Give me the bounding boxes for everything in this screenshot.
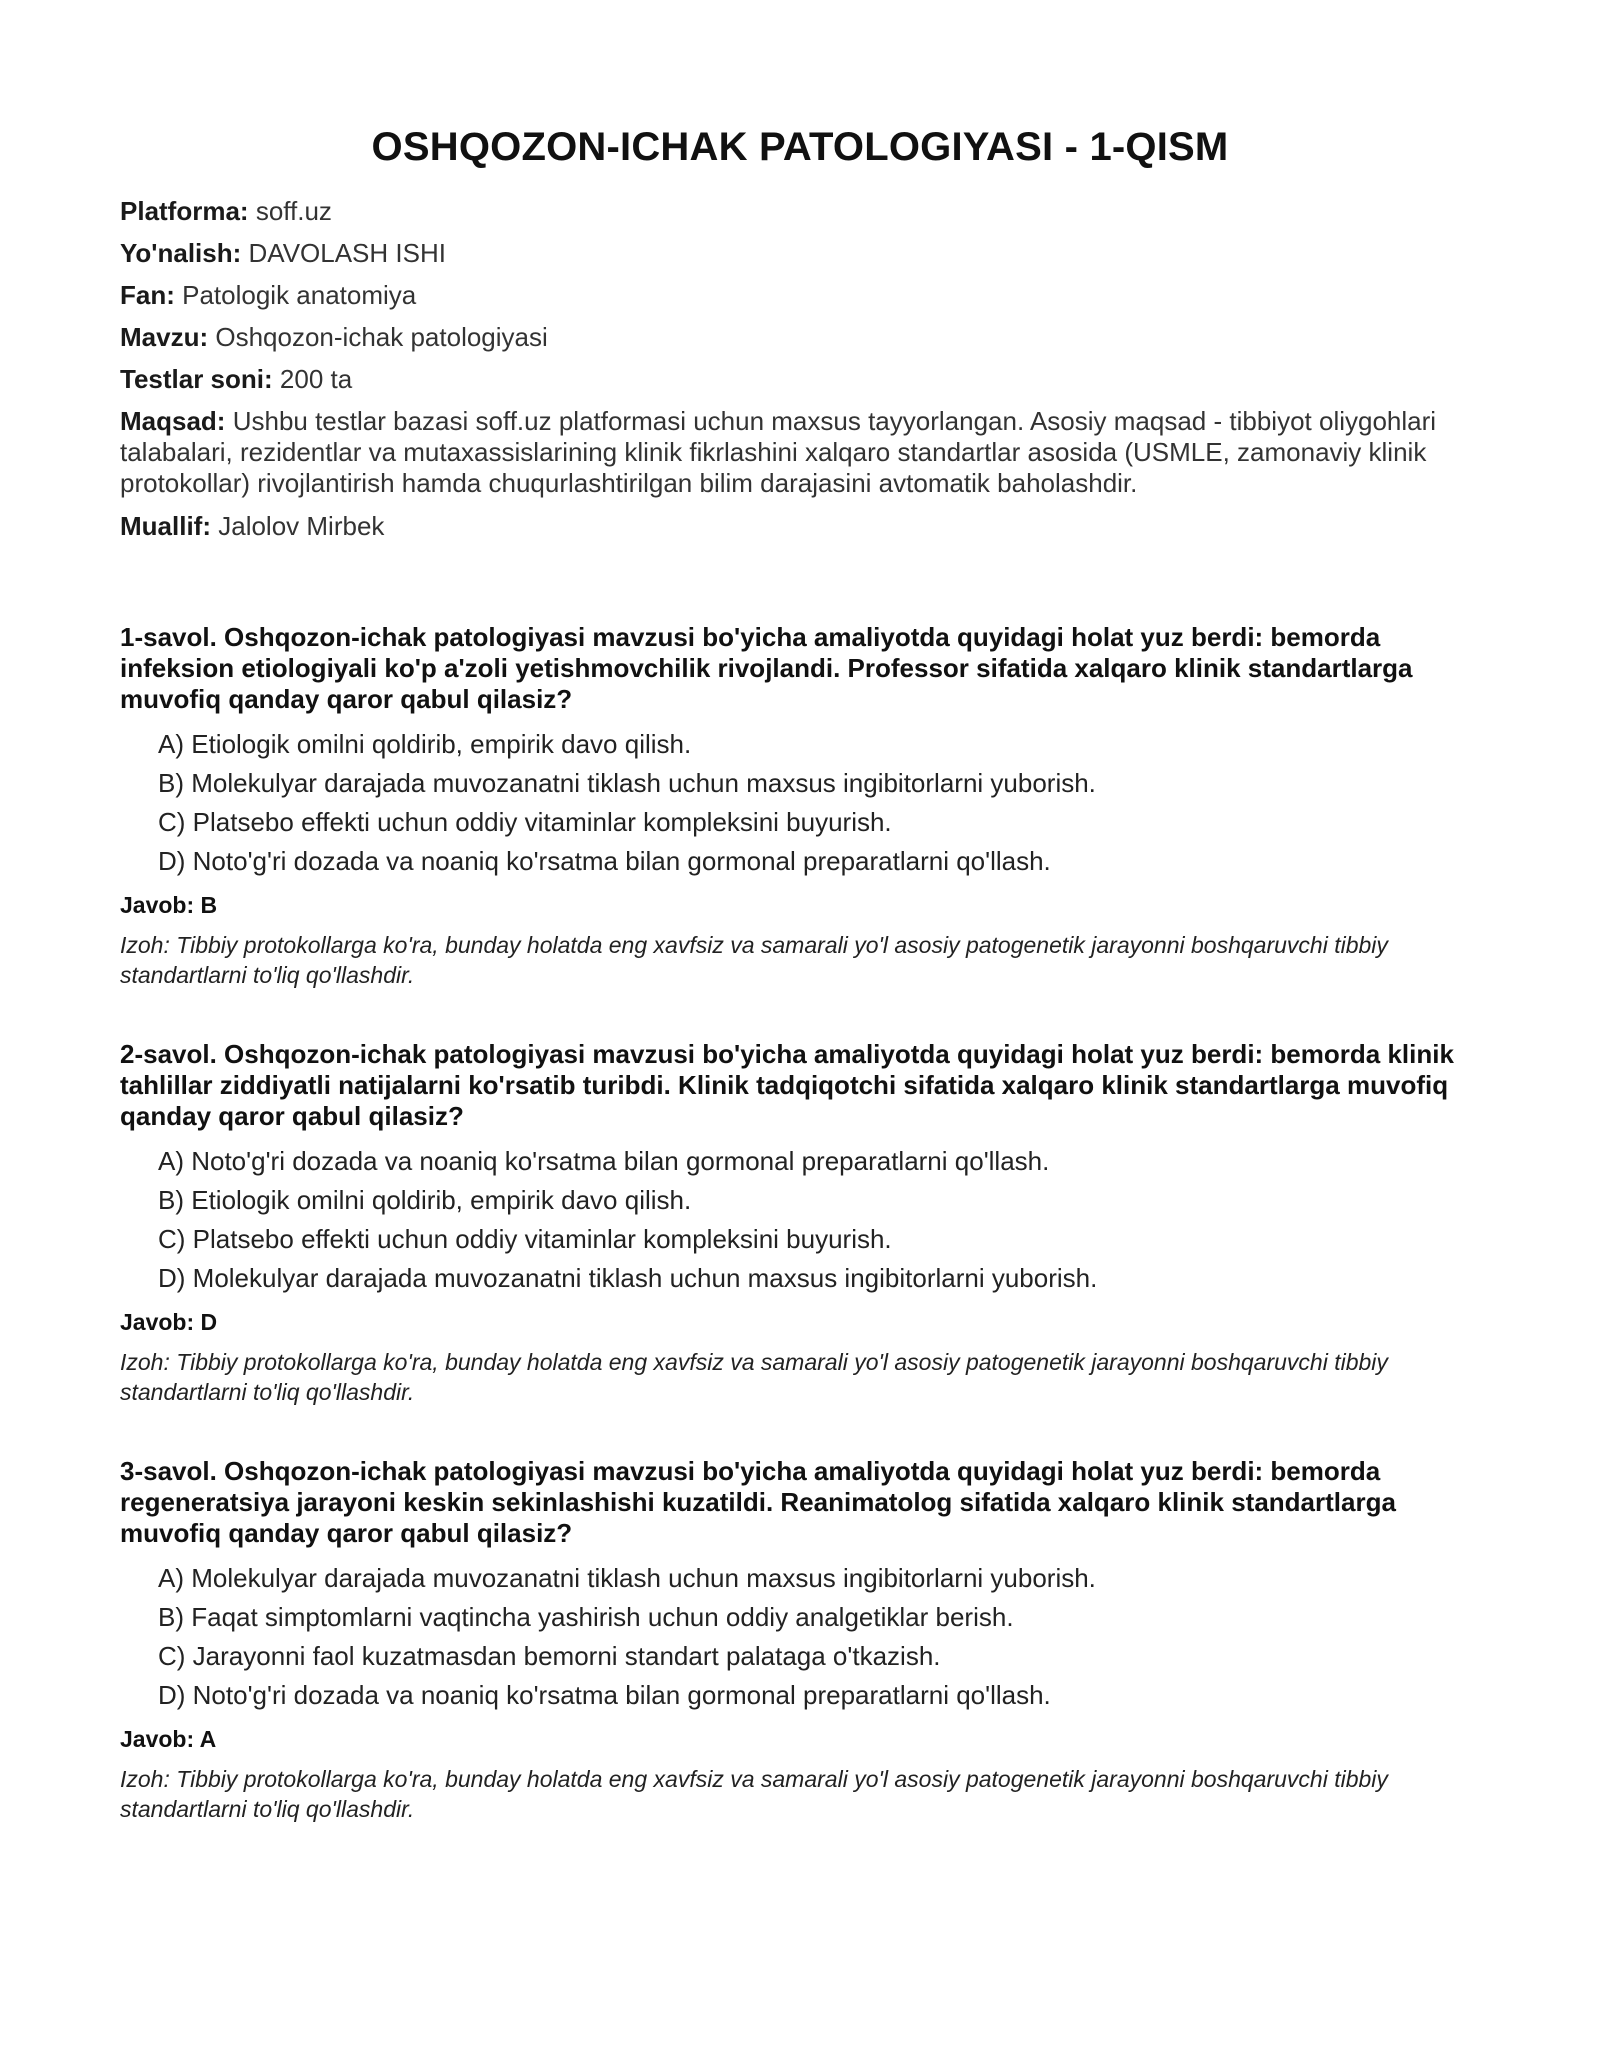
explanation-text: Izoh: Tibbiy protokollarga ko'ra, bunday holatda eng xavfsiz va samarali yo'l asosiy patogenetik jarayonni boshqaruvchi tibbiy standartlarni to'liq qo'llashdir. xyxy=(120,1766,1388,1822)
meta-value: Oshqozon-ichak patologiyasi xyxy=(215,322,548,352)
question-block xyxy=(120,622,1480,990)
meta-platforma xyxy=(120,196,1480,227)
questions-section xyxy=(120,622,1480,1824)
question-text: 3-savol. Oshqozon-ichak patologiyasi mavzusi bo'yicha amaliyotda quyidagi holat yuz berdi: bemorda regeneratsiya jarayoni keskin sekinlashishi kuzatildi. Reanimatolog sifatida xalqaro klinik standartlarga muvofiq qanday qaror qabul qilasiz? xyxy=(120,1456,1396,1548)
meta-key: Fan: xyxy=(120,280,175,310)
meta-muallif xyxy=(120,511,1480,542)
metadata-section xyxy=(120,196,1480,542)
option-c: C) Platsebo effekti uchun oddiy vitaminlar kompleksini buyurish. xyxy=(158,1224,892,1254)
meta-yonalish xyxy=(120,238,1480,269)
meta-key: Muallif: xyxy=(120,511,211,541)
explanation-text: Izoh: Tibbiy protokollarga ko'ra, bunday holatda eng xavfsiz va samarali yo'l asosiy patogenetik jarayonni boshqaruvchi tibbiy standartlarni to'liq qo'llashdir. xyxy=(120,932,1388,988)
option-c: C) Platsebo effekti uchun oddiy vitaminlar kompleksini buyurish. xyxy=(158,807,892,837)
option-d: D) Noto'g'ri dozada va noaniq ko'rsatma bilan gormonal preparatlarni qo'llash. xyxy=(158,1680,1051,1710)
meta-value: 200 ta xyxy=(279,364,353,394)
meta-value: Jalolov Mirbek xyxy=(218,511,385,541)
answer-label: Javob: A xyxy=(120,1726,217,1752)
answer-options xyxy=(120,1146,1480,1294)
option-b: B) Molekulyar darajada muvozanatni tiklash uchun maxsus ingibitorlarni yuborish. xyxy=(158,768,1096,798)
meta-maqsad xyxy=(120,406,1480,499)
question-text: 1-savol. Oshqozon-ichak patologiyasi mavzusi bo'yicha amaliyotda quyidagi holat yuz berdi: bemorda infeksion etiologiyali ko'p a'zoli yetishmovchilik rivojlandi. Professor sifatida xalqaro klinik standartlarga muvofiq qanday qaror qabul qilasiz? xyxy=(120,622,1413,714)
answer-label: Javob: D xyxy=(120,1309,218,1335)
meta-key: Maqsad: xyxy=(120,406,226,436)
option-d: D) Noto'g'ri dozada va noaniq ko'rsatma bilan gormonal preparatlarni qo'llash. xyxy=(158,846,1051,876)
meta-key: Testlar soni: xyxy=(120,364,273,394)
meta-value: Patologik anatomiya xyxy=(182,280,417,310)
answer-options xyxy=(120,1563,1480,1711)
meta-testlar-soni xyxy=(120,364,1480,395)
meta-key: Mavzu: xyxy=(120,322,209,352)
meta-key: Platforma: xyxy=(120,196,249,226)
answer-label: Javob: B xyxy=(120,892,218,918)
meta-fan xyxy=(120,280,1480,311)
option-d: D) Molekulyar darajada muvozanatni tiklash uchun maxsus ingibitorlarni yuborish. xyxy=(158,1263,1098,1293)
question-block xyxy=(120,1456,1480,1824)
option-a: A) Molekulyar darajada muvozanatni tiklash uchun maxsus ingibitorlarni yuborish. xyxy=(158,1563,1096,1593)
explanation-text: Izoh: Tibbiy protokollarga ko'ra, bunday holatda eng xavfsiz va samarali yo'l asosiy patogenetik jarayonni boshqaruvchi tibbiy standartlarni to'liq qo'llashdir. xyxy=(120,1349,1388,1405)
meta-value: Ushbu testlar bazasi soff.uz platformasi uchun maxsus tayyorlangan. Asosiy maqsad - tibbiyot oliygohlari talabalari, rezidentlar va mutaxassislarining klinik fikrlashini xalqaro standartlar asosida (USMLE, zamonaviy klinik protokollar) rivojlantirish hamda chuqurlashtirilgan bilim darajasini avtomatik baholashdir. xyxy=(120,406,1437,498)
answer-options xyxy=(120,729,1480,877)
question-block xyxy=(120,1039,1480,1407)
question-text: 2-savol. Oshqozon-ichak patologiyasi mavzusi bo'yicha amaliyotda quyidagi holat yuz berdi: bemorda klinik tahlillar ziddiyatli natijalarni ko'rsatib turibdi. Klinik tadqiqotchi sifatida xalqaro klinik standartlarga muvofiq qanday qaror qabul qilasiz? xyxy=(120,1039,1454,1131)
option-c: C) Jarayonni faol kuzatmasdan bemorni standart palataga o'tkazish. xyxy=(158,1641,941,1671)
meta-value: DAVOLASH ISHI xyxy=(248,238,446,268)
meta-value: soff.uz xyxy=(255,196,332,226)
option-b: B) Faqat simptomlarni vaqtincha yashirish uchun oddiy analgetiklar berish. xyxy=(158,1602,1014,1632)
meta-key: Yo'nalish: xyxy=(120,238,242,268)
option-a: A) Etiologik omilni qoldirib, empirik davo qilish. xyxy=(158,729,692,759)
meta-mavzu xyxy=(120,322,1480,353)
document-title: OSHQOZON-ICHAK PATOLOGIYASI - 1-QISM xyxy=(371,125,1229,169)
option-b: B) Etiologik omilni qoldirib, empirik davo qilish. xyxy=(158,1185,692,1215)
option-a: A) Noto'g'ri dozada va noaniq ko'rsatma bilan gormonal preparatlarni qo'llash. xyxy=(158,1146,1050,1176)
